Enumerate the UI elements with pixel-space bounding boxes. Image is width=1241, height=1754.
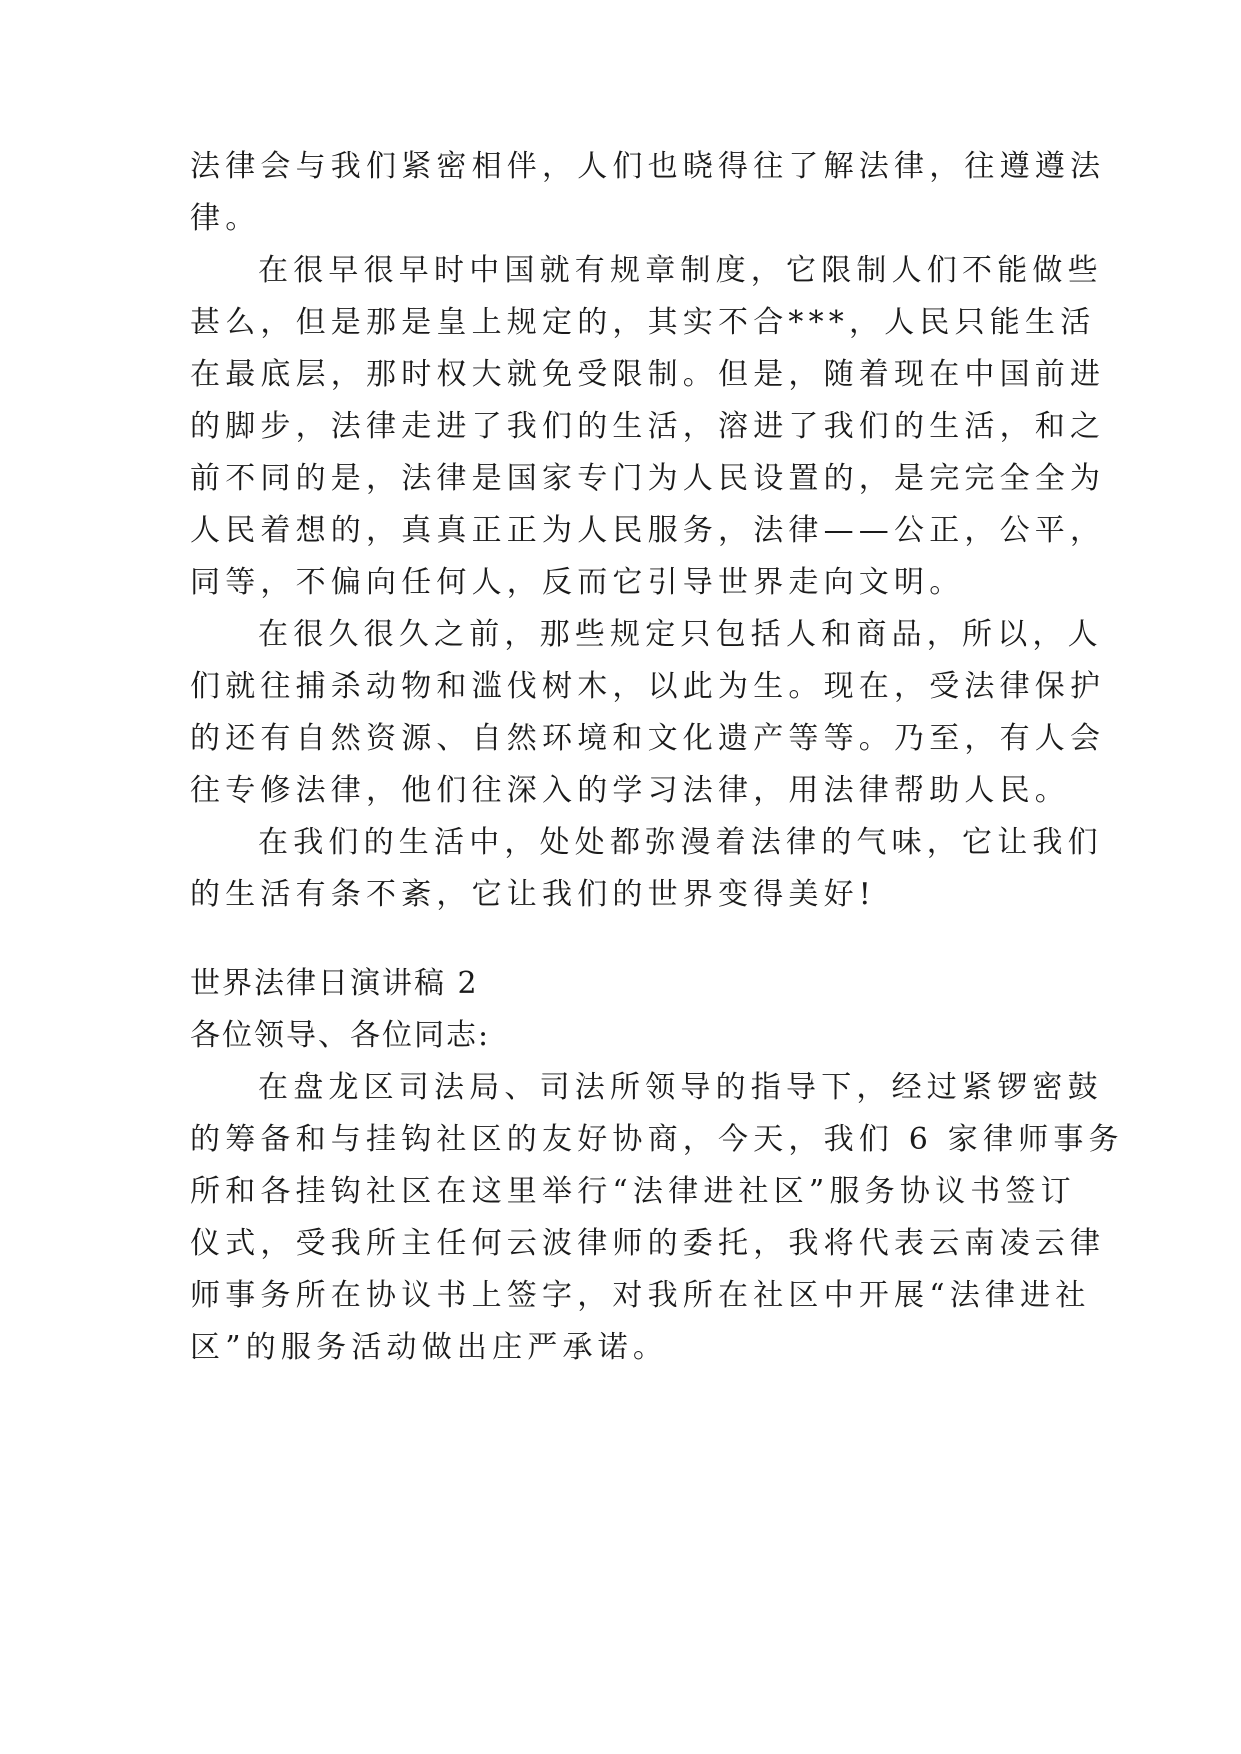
paragraph-line: 同等，不偏向任何人，反而它引导世界走向文明。: [190, 565, 965, 600]
paragraph-line: 法律会与我们紧密相伴，人们也晓得往了解法律，往遵遵法: [190, 149, 1106, 184]
paragraph-line: 在很久很久之前，那些规定只包括人和商品，所以，人: [258, 617, 1103, 652]
paragraph-line: 所和各挂钩社区在这里举行“法律进社区”服务协议书签订: [190, 1174, 1076, 1209]
paragraph-line: 人民着想的，真真正正为人民服务，法律——公正，公平，: [190, 513, 1106, 548]
paragraph-line: 在我们的生活中，处处都弥漫着法律的气味，它让我们: [258, 825, 1103, 860]
paragraph-line: 前不同的是，法律是国家专门为人民设置的，是完完全全为: [190, 461, 1106, 496]
paragraph-line: 们就往捕杀动物和滥伐树木，以此为生。现在，受法律保护: [190, 669, 1106, 704]
paragraph-line: 的筹备和与挂钩社区的友好协商，今天，我们 6 家律师事务: [190, 1122, 1124, 1157]
section-title: 世界法律日演讲稿 2: [190, 966, 479, 1001]
paragraph-line: 律。: [190, 201, 261, 236]
paragraph-line: 师事务所在协议书上签字，对我所在社区中开展“法律进社: [190, 1278, 1091, 1313]
paragraph-line: 的还有自然资源、自然环境和文化遗产等等。乃至，有人会: [190, 721, 1106, 756]
paragraph-line: 仪式，受我所主任何云波律师的委托，我将代表云南凌云律: [190, 1226, 1106, 1261]
salutation: 各位领导、各位同志:: [190, 1018, 491, 1053]
paragraph-line: 区”的服务活动做出庄严承诺。: [190, 1330, 669, 1365]
paragraph-line: 在最底层，那时权大就免受限制。但是，随着现在中国前进: [190, 357, 1106, 392]
paragraph-line: 的脚步，法律走进了我们的生活，溶进了我们的生活，和之: [190, 409, 1106, 444]
paragraph-line: 甚么，但是那是皇上规定的，其实不合***，人民只能生活: [190, 305, 1096, 340]
paragraph-line: 往专修法律，他们往深入的学习法律，用法律帮助人民。: [190, 773, 1070, 808]
paragraph-line: 在很早很早时中国就有规章制度，它限制人们不能做些: [258, 253, 1103, 288]
paragraph-line: 的生活有条不紊，它让我们的世界变得美好!: [190, 877, 877, 912]
paragraph-line: 在盘龙区司法局、司法所领导的指导下，经过紧锣密鼓: [258, 1070, 1103, 1105]
